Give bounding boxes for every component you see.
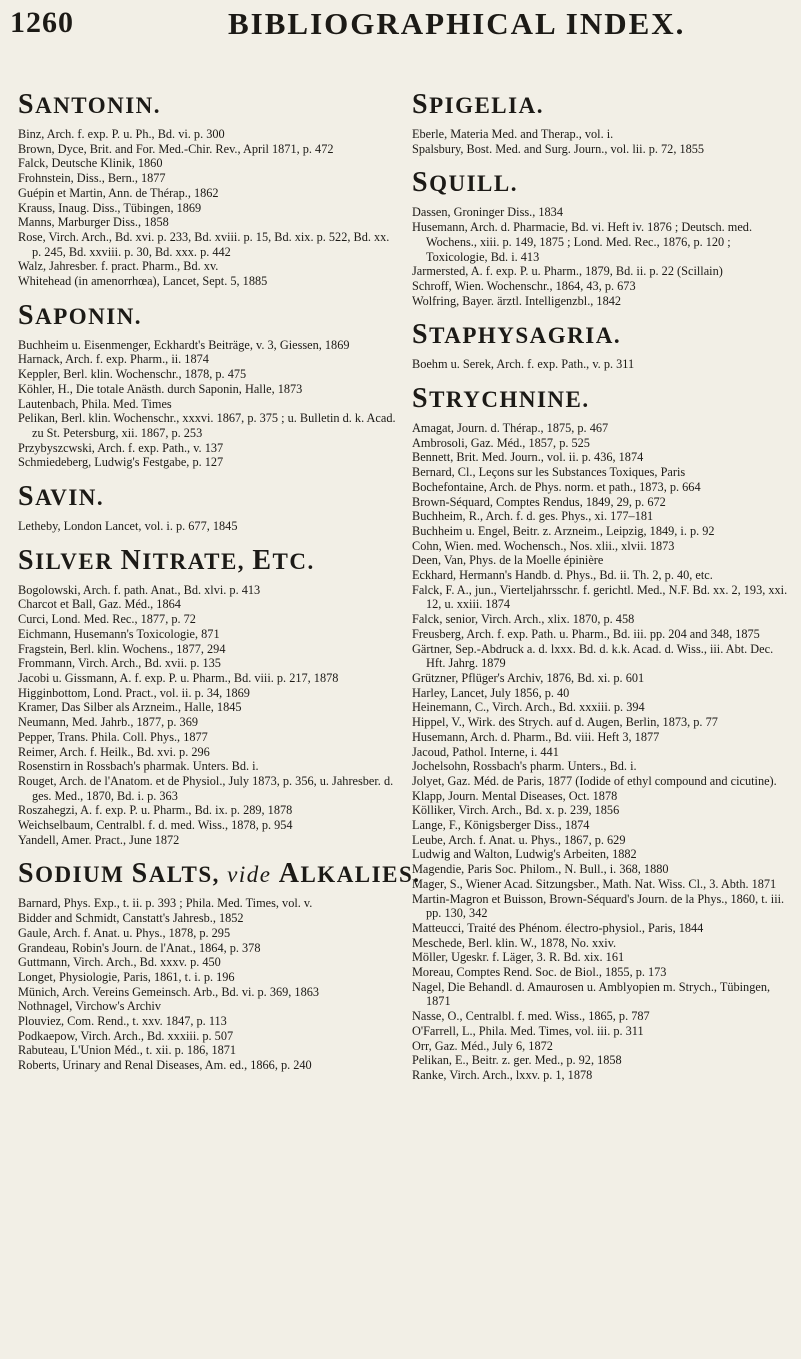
bibliography-entry: Amagat, Journ. d. Thérap., 1875, p. 467: [412, 421, 609, 436]
bibliography-entry: Kölliker, Virch. Arch., Bd. x. p. 239, 1856: [412, 803, 620, 818]
bibliography-entry: Husemann, Arch. d. Pharm., Bd. viii. Heft 3, 1877: [412, 729, 660, 744]
bibliography-entry: Pepper, Trans. Phila. Coll. Phys., 1877: [18, 729, 208, 744]
bibliography-entry: Weichselbaum, Centralbl. f. d. med. Wiss., 1878, p. 954: [18, 818, 293, 833]
left-column: [18, 89, 421, 1085]
section-heading: SPIGELIA.: [412, 89, 544, 120]
bibliography-entry: Binz, Arch. f. exp. P. u. Ph., Bd. vi. p. 300: [18, 127, 225, 141]
bibliography-entry: Ambrosoli, Gaz. Méd., 1857, p. 525: [412, 435, 590, 450]
bibliography-entry: Buchheim u. Eisenmenger, Eckhardt's Beiträge, v. 3, Giessen, 1869: [18, 337, 350, 352]
bibliography-entry: Keppler, Berl. klin. Wochenschr., 1878, p. 475: [18, 367, 247, 382]
bibliography-entry: Bernard, Cl., Leçons sur les Substances Toxiques, Paris: [412, 465, 686, 480]
bibliography-entry: Bogolowski, Arch. f. path. Anat., Bd. xlvi. p. 413: [18, 582, 261, 597]
section-heading: SANTONIN.: [18, 89, 162, 120]
bibliography-entry: Magendie, Paris Soc. Philom., N. Bull., i. 368, 1880: [412, 862, 669, 877]
bibliography-entry: Buchheim, R., Arch. f. d. ges. Phys., xi. 177–181: [412, 509, 654, 524]
index-section: [412, 320, 790, 372]
bibliography-entry: Roberts, Urinary and Renal Diseases, Am. ed., 1866, p. 240: [18, 1058, 312, 1073]
bibliography-entry: Nagel, Die Behandl. d. Amaurosen u. Amblyopien m. Strych., Tübingen, 1871: [412, 979, 771, 1009]
bibliography-entry: Falck, senior, Virch. Arch., xlix. 1870, p. 458: [412, 612, 635, 627]
bibliography-entry: Whitehead (in amenorrhœa), Lancet, Sept. 5, 1885: [18, 274, 268, 289]
bibliography-entry: Nothnagel, Virchow's Archiv: [18, 999, 161, 1014]
bibliography-entry: Podkaepow, Virch. Arch., Bd. xxxiii. p. 507: [18, 1028, 234, 1043]
bibliography-entry: Dassen, Groninger Diss., 1834: [412, 205, 563, 220]
bibliography-entry: Guttmann, Virch. Arch., Bd. xxxv. p. 450: [18, 955, 221, 970]
section-heading: SAPONIN.: [18, 299, 143, 331]
bibliography-entry: Schmiedeberg, Ludwig's Festgabe, p. 127: [18, 455, 224, 470]
bibliography-entry: Jarmersted, A. f. exp. P. u. Pharm., 1879, Bd. ii. p. 22 (Scillain): [412, 264, 723, 279]
bibliography-entry: Yandell, Amer. Pract., June 1872: [18, 832, 180, 847]
bibliography-entry: Grützner, Pflüger's Archiv, 1876, Bd. xi. p. 601: [412, 670, 645, 685]
bibliography-entry: Fragstein, Berl. klin. Wochens., 1877, 294: [18, 641, 226, 656]
bibliography-entry: Leube, Arch. f. Anat. u. Phys., 1867, p. 629: [412, 832, 626, 847]
bibliography-entry: Curci, Lond. Med. Rec., 1877, p. 72: [18, 612, 196, 627]
bibliography-entry: Deen, Van, Phys. de la Moelle épinière: [412, 553, 604, 568]
index-section: [18, 301, 396, 470]
bibliography-entry: Lange, F., Königsberger Diss., 1874: [412, 818, 590, 833]
index-section: [18, 482, 396, 534]
bibliography-entry: Lautenbach, Phila. Med. Times: [18, 396, 172, 411]
bibliography-entry: Heinemann, C., Virch. Arch., Bd. xxxiii. p. 394: [412, 700, 645, 715]
bibliography-entry: Bochefontaine, Arch. de Phys. norm. et path., 1873, p. 664: [412, 479, 701, 494]
bibliography-entry: Ludwig and Walton, Ludwig's Arbeiten, 1882: [412, 847, 637, 862]
section-heading: STAPHYSAGRIA.: [412, 319, 622, 351]
section-heading: SQUILL.: [412, 167, 518, 199]
bibliography-entry: Frommann, Virch. Arch., Bd. xvii. p. 135: [18, 656, 221, 671]
bibliography-entry: Letheby, London Lancet, vol. i. p. 677, 1845: [18, 519, 238, 534]
bibliography-entry: Rosenstirn in Rossbach's pharmak. Unters. Bd. i.: [18, 759, 259, 774]
index-section: [412, 168, 790, 308]
bibliography-entry: Klapp, Journ. Mental Diseases, Oct. 1878: [412, 788, 618, 803]
bibliography-entry: Jacoud, Pathol. Interne, i. 441: [412, 744, 559, 759]
bibliography-entry: Rabuteau, L'Union Méd., t. xii. p. 186, 1871: [18, 1043, 237, 1058]
bibliography-entry: Rouget, Arch. de l'Anatom. et de Physiol., July 1873, p. 356, u. Jahresber. d. ges. Med., 1870, Bd. i. p. 363: [18, 773, 394, 803]
bibliography-entry: Gaule, Arch. f. Anat. u. Phys., 1878, p. 295: [18, 925, 231, 940]
bibliography-entry: Cohn, Wien. med. Wochensch., Nos. xlii., xlvii. 1873: [412, 538, 675, 553]
index-section: [412, 90, 790, 156]
page-number: 1260: [10, 6, 74, 39]
index-section: [412, 384, 790, 1083]
bibliography-entry: Brown, Dyce, Brit. and For. Med.-Chir. Rev., April 1871, p. 472: [18, 141, 334, 156]
bibliography-entry: Bidder and Schmidt, Canstatt's Jahresb., 1852: [18, 911, 244, 926]
section-heading: STRYCHNINE.: [412, 383, 590, 415]
bibliography-entry: Buchheim u. Engel, Beitr. z. Arzneim., Leipzig, 1849, i. p. 92: [412, 523, 715, 538]
bibliography-entry: Reimer, Arch. f. Heilk., Bd. xvi. p. 296: [18, 744, 210, 759]
bibliography-entry: Martin-Magron et Buisson, Brown-Séquard's Journ. de la Phys., 1860, t. iii. pp. 130, 342: [412, 891, 785, 921]
index-section: [18, 546, 396, 848]
bibliography-entry: Meschede, Berl. klin. W., 1878, No. xxiv.: [412, 935, 617, 950]
bibliography-entry: Pelikan, Berl. klin. Wochenschr., xxxvi. 1867, p. 375 ; u. Bulletin d. k. Acad. zu St. Petersburg, xii. 1867, p. 253: [18, 411, 396, 440]
bibliography-entry: Gärtner, Sep.-Abdruck a. d. lxxx. Bd. d. k.k. Acad. d. Wiss., iii. Abt. Dec. Hft. Jahrg. 1879: [412, 641, 774, 671]
bibliography-entry: Guépin et Martin, Ann. de Thérap., 1862: [18, 185, 219, 200]
bibliography-entry: Krauss, Inaug. Diss., Tübingen, 1869: [18, 200, 202, 215]
bibliography-entry: Boehm u. Serek, Arch. f. exp. Path., v. p. 311: [412, 357, 635, 372]
bibliography-entry: Wolfring, Bayer. ärztl. Intelligenzbl., 1842: [412, 293, 622, 308]
bibliography-entry: Grandeau, Robin's Journ. de l'Anat., 1864, p. 378: [18, 940, 261, 955]
bibliography-entry: Pelikan, E., Beitr. z. ger. Med., p. 92, 1858: [412, 1053, 622, 1068]
bibliography-entry: Jacobi u. Gissmann, A. f. exp. P. u. Pharm., Bd. viii. p. 217, 1878: [18, 670, 339, 685]
bibliography-entry: Freusberg, Arch. f. exp. Path. u. Pharm., Bd. iii. pp. 204 and 348, 1875: [412, 626, 760, 641]
running-title: BIBLIOGRAPHICAL INDEX.: [228, 6, 686, 41]
bibliography-entry: Plouviez, Com. Rend., t. xxv. 1847, p. 113: [18, 1014, 227, 1029]
index-section: [18, 858, 421, 1073]
bibliography-entry: Falck, F. A., jun., Vierteljahrsschr. f. gerichtl. Med., N.F. Bd. xx. 2, 193, xxi. 12, u. xxiii. 1874: [412, 582, 788, 612]
bibliography-entry: Münich, Arch. Vereins Gemeinsch. Arb., Bd. vi. p. 369, 1863: [18, 984, 320, 999]
bibliography-entry: Barnard, Phys. Exp., t. ii. p. 393 ; Phila. Med. Times, vol. v.: [18, 896, 313, 911]
bibliography-entry: Spalsbury, Bost. Med. and Surg. Journ., vol. lii. p. 72, 1855: [412, 141, 705, 156]
bibliography-entry: Hippel, V., Wirk. des Strych. auf d. Augen, Berlin, 1873, p. 77: [412, 715, 718, 730]
bibliography-entry: Brown-Séquard, Comptes Rendus, 1849, 29, p. 672: [412, 494, 666, 509]
bibliography-entry: Orr, Gaz. Méd., July 6, 1872: [412, 1038, 553, 1053]
bibliography-entry: Matteucci, Traité des Phénom. électro-physiol., Paris, 1844: [412, 920, 704, 935]
bibliography-entry: Manns, Marburger Diss., 1858: [18, 215, 169, 230]
bibliography-entry: Eichmann, Husemann's Toxicologie, 871: [18, 626, 220, 641]
bibliography-entry: Bennett, Brit. Med. Journ., vol. ii. p. 436, 1874: [412, 450, 644, 465]
bibliography-entry: Jochelsohn, Rossbach's pharm. Unters., Bd. i.: [412, 759, 637, 774]
page-header: [0, 6, 801, 66]
bibliography-entry: Harley, Lancet, July 1856, p. 40: [412, 685, 570, 700]
bibliography-entry: Higginbottom, Lond. Pract., vol. ii. p. 34, 1869: [18, 685, 250, 700]
bibliography-entry: Nasse, O., Centralbl. f. med. Wiss., 1865, p. 787: [412, 1009, 650, 1024]
section-heading: SAVIN.: [18, 481, 105, 513]
index-section: [18, 90, 396, 289]
bibliography-entry: Neumann, Med. Jahrb., 1877, p. 369: [18, 715, 198, 730]
bibliography-entry: Moreau, Comptes Rend. Soc. de Biol., 1855, p. 173: [412, 965, 667, 980]
bibliography-entry: Eckhard, Hermann's Handb. d. Phys., Bd. ii. Th. 2, p. 40, etc.: [412, 568, 713, 583]
bibliography-entry: Charcot et Ball, Gaz. Méd., 1864: [18, 597, 181, 612]
bibliography-entry: Köhler, H., Die totale Anästh. durch Saponin, Halle, 1873: [18, 381, 303, 396]
section-heading: SILVER NITRATE, ETC.: [18, 544, 315, 576]
bibliography-entry: Przybyszcwski, Arch. f. exp. Path., v. 137: [18, 440, 224, 455]
bibliography-entry: Möller, Ugeskr. f. Läger, 3. R. Bd. xix. 161: [412, 950, 625, 965]
bibliography-entry: Schroff, Wien. Wochenschr., 1864, 43, p. 673: [412, 278, 636, 293]
bibliography-entry: Kramer, Das Silber als Arzneim., Halle, 1845: [18, 700, 242, 715]
bibliography-entry: Rose, Virch. Arch., Bd. xvi. p. 233, Bd. xviii. p. 15, Bd. xix. p. 522, Bd. xx. p. 245, Bd. xxviii. p. 30, Bd. xxx. p. 442: [18, 229, 390, 259]
bibliography-entry: Frohnstein, Diss., Bern., 1877: [18, 171, 166, 186]
bibliography-entry: Ranke, Virch. Arch., lxxv. p. 1, 1878: [412, 1067, 593, 1082]
bibliography-entry: Harnack, Arch. f. exp. Pharm., ii. 1874: [18, 352, 209, 367]
bibliography-entry: Jolyet, Gaz. Méd. de Paris, 1877 (Iodide of ethyl compound and cicutine).: [412, 773, 777, 788]
bibliography-entry: Mager, S., Wiener Acad. Sitzungsber., Math. Nat. Wiss. Cl., 3. Abth. 1871: [412, 876, 777, 891]
bibliography-entry: Falck, Deutsche Klinik, 1860: [18, 156, 163, 171]
bibliography-entry: Walz, Jahresber. f. pract. Pharm., Bd. xv.: [18, 259, 219, 274]
bibliography-entry: Eberle, Materia Med. and Therap., vol. i.: [412, 127, 614, 141]
bibliography-entry: Longet, Physiologie, Paris, 1861, t. i. p. 196: [18, 969, 235, 984]
section-heading: SODIUM SALTS, vide ALKALIES.: [18, 858, 421, 890]
bibliography-entry: O'Farrell, L., Phila. Med. Times, vol. iii. p. 311: [412, 1023, 644, 1038]
right-column: [412, 90, 790, 1095]
bibliography-entry: Roszahegzi, A. f. exp. P. u. Pharm., Bd. ix. p. 289, 1878: [18, 803, 293, 818]
bibliography-entry: Husemann, Arch. d. Pharmacie, Bd. vi. Heft iv. 1876 ; Deutsch. med. Wochens., xiii. p. 149, 1875 ; Lond. Med. Rec., 1876, p. 120 ; Toxicologie, Bd. i. 413: [412, 220, 753, 264]
